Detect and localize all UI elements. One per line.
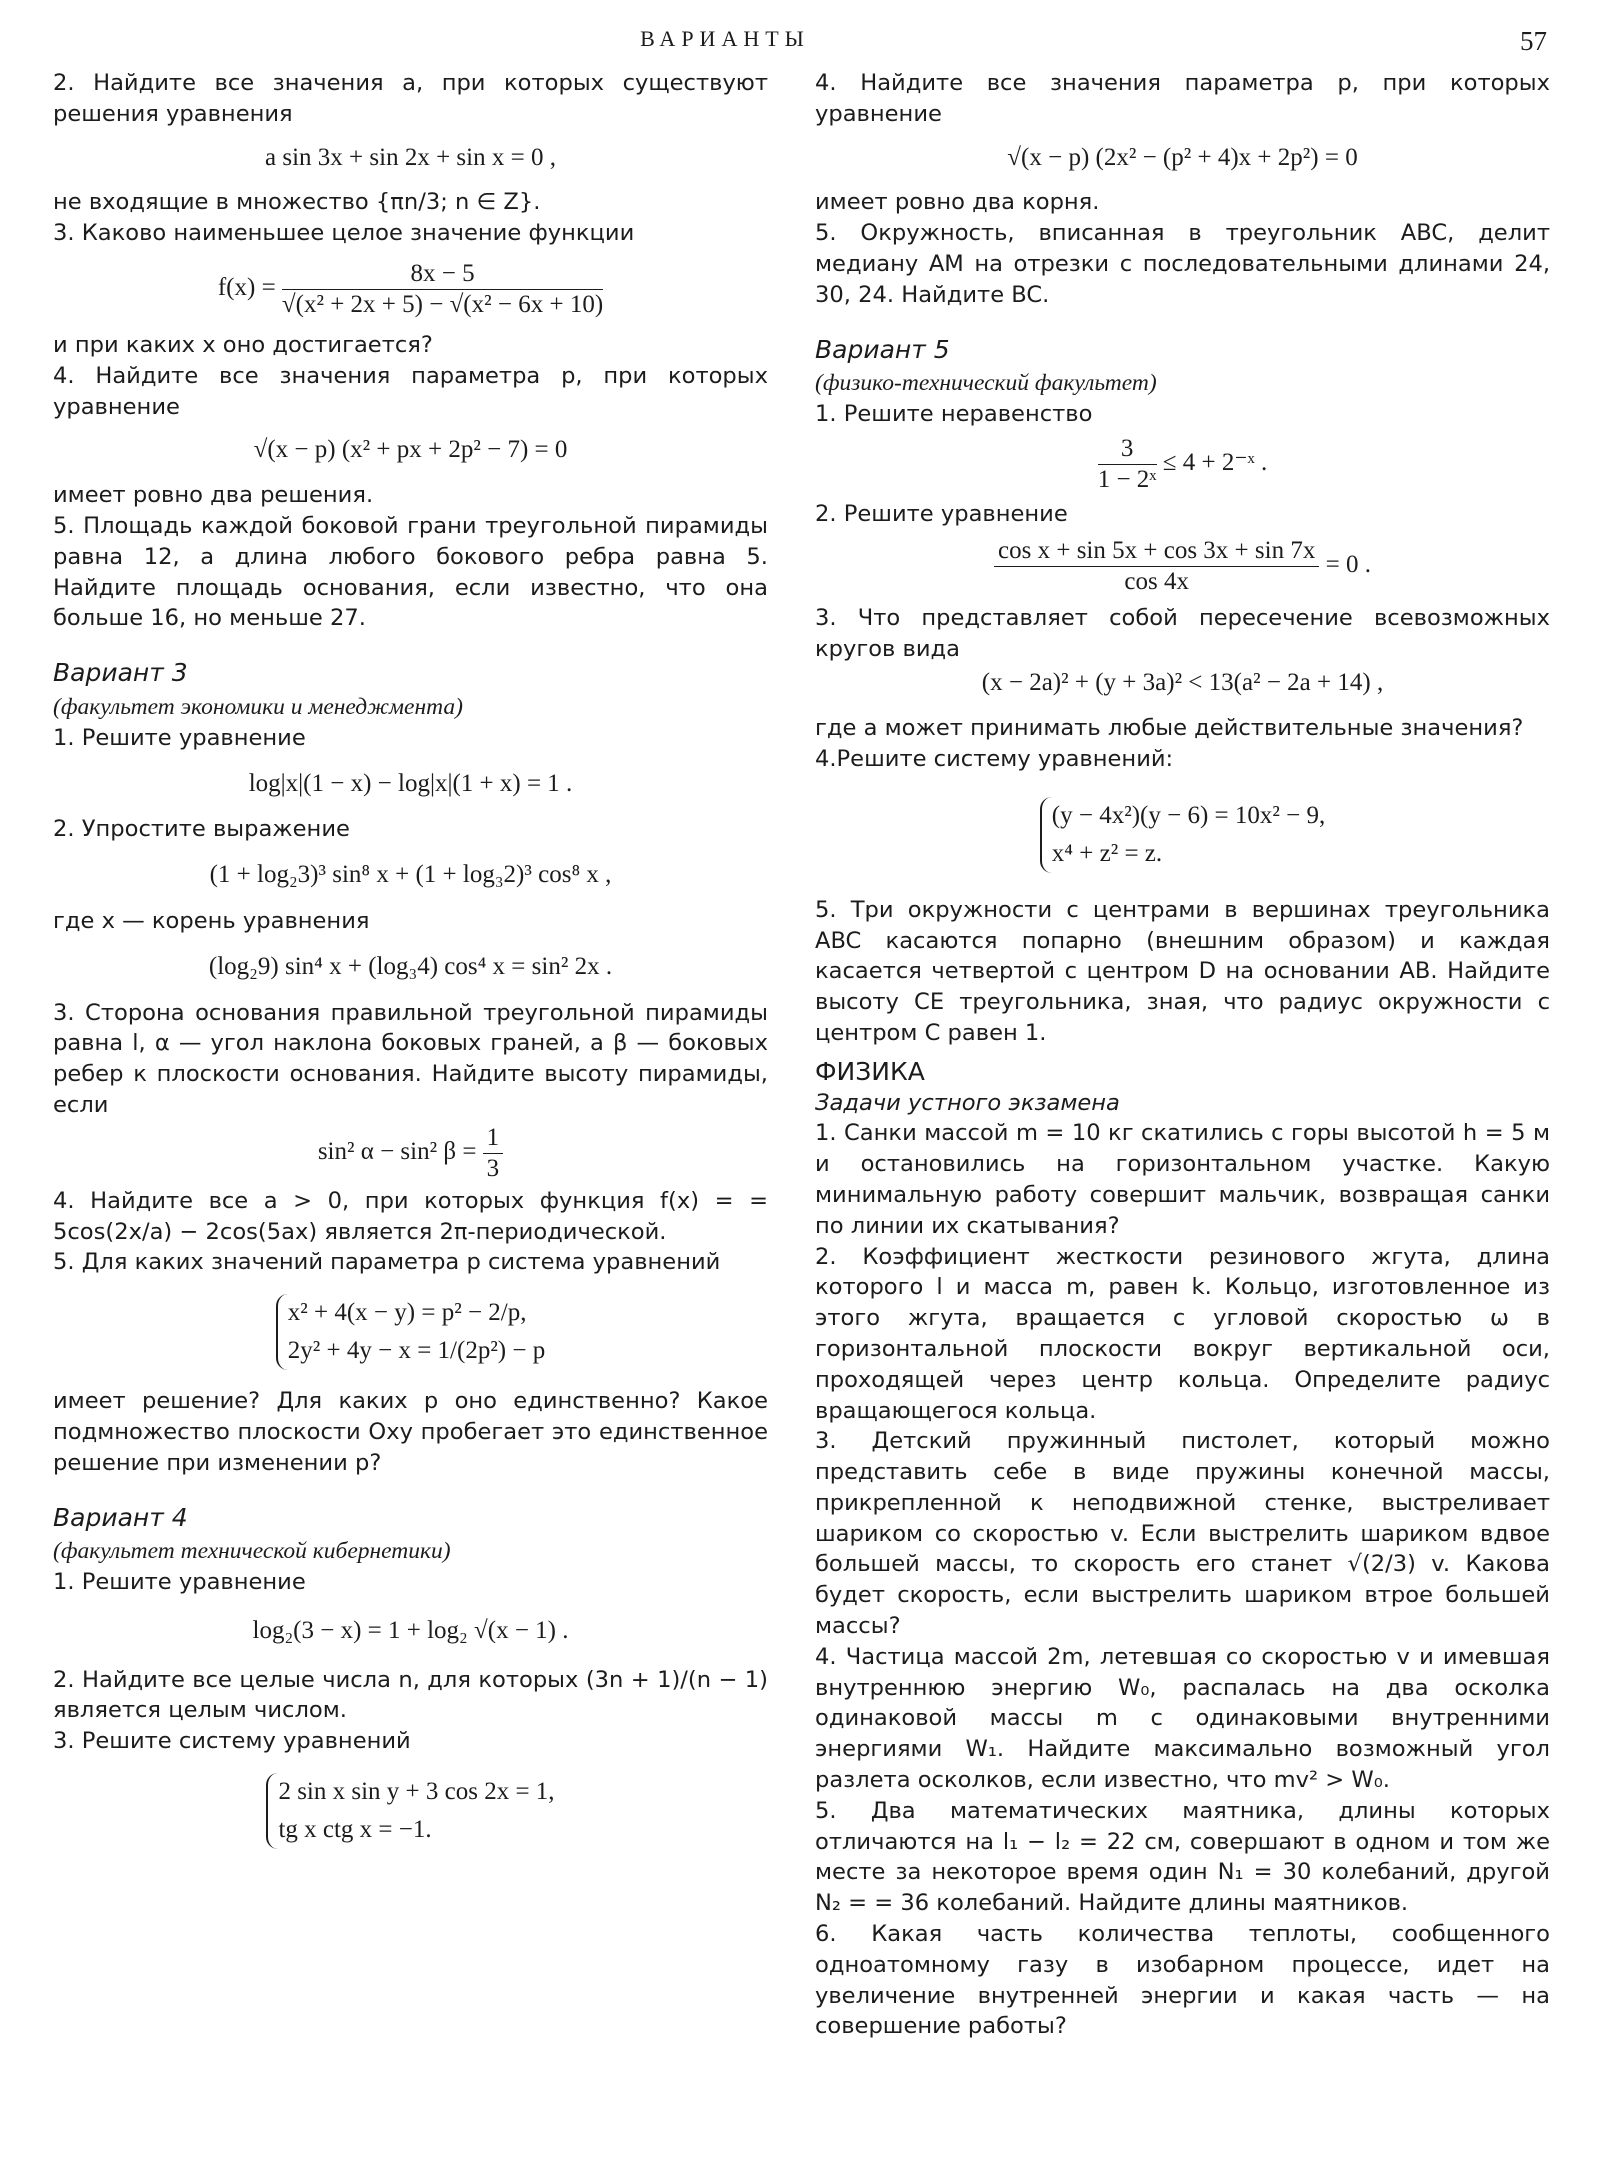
v4-problem-1-text: 1. Решите уравнение — [53, 1569, 306, 1596]
r-problem-4-formula: √(x − p) (2x² − (p² + 4)x + 2p²) = 0 — [1007, 143, 1358, 171]
v5-problem-2-numerator: cos x + sin 5x + cos 3x + sin 7x — [994, 536, 1319, 567]
v5-system-line-2: x⁴ + z² = z. — [1051, 839, 1163, 867]
problem-4-text: 4. Найдите все значения параметра p, при которых уравнение — [53, 362, 768, 420]
v5-problem-5-text: 5. Три окружности с центрами в вершинах треугольника ABC касаются попарно (внешним образом) и каждая касается четвертой с центром D на основании AB. Найдите высоту CE треугольника, зная, что радиус окружности с центром C равен 1. — [815, 896, 1550, 1046]
system-brace — [276, 1294, 545, 1370]
v3-problem-2-equation: (log₂9) sin⁴ x + (log₃4) cos⁴ x = sin² 2x . — [208, 952, 613, 980]
v5-problem-1-numerator: 3 — [1098, 434, 1157, 465]
v3-problem-4-text: 4. Найдите все a > 0, при которых функция f(x) = = 5cos(2x/a) − 2cos(5ax) является 2π-периодической. — [53, 1187, 768, 1245]
v5-problem-4-text: 4.Решите систему уравнений: — [815, 745, 1174, 772]
v3-system-line-2: 2y² + 4y − x = 1/(2p²) − p — [287, 1337, 546, 1365]
v5-problem-1-fraction — [1098, 434, 1157, 495]
v3-problem-3-fraction — [483, 1123, 504, 1184]
v5-problem-1-text: 1. Решите неравенство — [815, 401, 1093, 428]
v5-problem-2-rhs: = 0 . — [1325, 551, 1371, 578]
v5-problem-1-denominator: 1 − 2ˣ — [1097, 465, 1157, 493]
problem-4-formula: √(x − p) (x² + px + 2p² − 7) = 0 — [253, 436, 568, 464]
v5-problem-1-formula — [815, 434, 1550, 495]
v4-system-line-1: 2 sin x sin y + 3 cos 2x = 1, — [278, 1778, 555, 1806]
problem-3-numerator: 8x − 5 — [282, 259, 603, 290]
v5-problem-2-formula — [815, 536, 1550, 597]
v5-system-line-1: (y − 4x²)(y − 6) = 10x² − 9, — [1051, 801, 1326, 829]
running-header: ВАРИАНТЫ — [640, 26, 810, 51]
v3-problem-3-denominator: 3 — [486, 1154, 500, 1182]
v5-problem-3-text: 3. Что представляет собой пересечение всевозможных кругов вида — [815, 604, 1550, 662]
v3-problem-2-text: 2. Упростите выражение — [53, 816, 350, 843]
problem-3-lhs: f(x) = — [217, 274, 276, 302]
variant-5-heading: Вариант 5 — [815, 334, 950, 364]
physics-problem-1: 1. Санки массой m = 10 кг скатились с горы высотой h = 5 м и остановились на горизонтальном участке. Какую минимальную работу совершит мальчик, возвращая санки по линии их скатывания? — [815, 1120, 1550, 1239]
v3-problem-5-question: имеет решение? Для каких p оно единственно? Какое подмножество плоскости Oxy пробегает это единственное решение при изменении p? — [53, 1388, 768, 1476]
physics-problem-3: 3. Детский пружинный пистолет, который можно представить себе в виде пружины конечной массы, прикрепленной к неподвижной стенке, выстреливает шариком со скоростью v. Если выстрелить шариком вдвое большей массы, то скорость его станет √(2/3) v. Какова будет скорость, если выстрелить шариком втрое большей массы? — [815, 1428, 1550, 1640]
physics-problem-4: 4. Частица массой 2m, летевшая со скоростью v и имевшая внутреннюю энергию W₀, распалась на два осколка одинаковой массы m с одинаковыми внутренними энергиями W₁. Найдите максимально возможный угол разлета осколков, если известно, что mv² > W₀. — [815, 1643, 1550, 1794]
v5-problem-2-fraction — [994, 536, 1319, 597]
variant-4-faculty: (факультет технической кибернетики) — [53, 1538, 451, 1565]
problem-3-denominator: √(x² + 2x + 5) − √(x² − 6x + 10) — [281, 290, 604, 318]
physics-subheading: Задачи устного экзамена — [815, 1089, 1120, 1116]
v3-problem-1-formula: log|x|(1 − x) − log|x|(1 + x) = 1 . — [248, 769, 573, 797]
physics-problem-5: 5. Два математических маятника, длины которых отличаются на l₁ − l₂ = 22 см, совершают в одном и том же месте за некоторое время один N₁ = 30 колебаний, другой N₂ = = 36 колебаний. Найдите длины маятников. — [815, 1797, 1550, 1917]
v4-problem-3-system — [53, 1773, 768, 1849]
v5-problem-3-formula: (x − 2a)² + (y + 3a)² < 13(a² − 2a + 14) , — [981, 669, 1384, 697]
system-brace — [1040, 797, 1325, 873]
variant-3-heading: Вариант 3 — [53, 658, 188, 688]
physics-problem-2: 2. Коэффициент жесткости резинового жгута, длина которого l и масса m, равен k. Кольцо, изготовленное из этого жгута, вращается с угловой скоростью ω в горизонтальной плоскости вокруг вертикальной оси, проходящей через центр кольца. Определите радиус вращающегося кольца. — [815, 1243, 1550, 1424]
v4-system-line-2: tg x ctg x = −1. — [278, 1816, 432, 1844]
left-column — [53, 68, 768, 1849]
page-number: 57 — [1520, 26, 1547, 56]
r-problem-4-tail: имеет ровно два корня. — [815, 189, 1100, 216]
variant-4-heading: Вариант 4 — [53, 1502, 188, 1532]
system-brace — [266, 1773, 554, 1849]
v5-problem-4-system — [815, 797, 1550, 873]
v3-problem-1-text: 1. Решите уравнение — [53, 724, 306, 751]
v3-problem-5-system — [53, 1294, 768, 1370]
r-problem-4-text: 4. Найдите все значения параметра p, при которых уравнение — [815, 70, 1550, 127]
problem-4-tail: имеет ровно два решения. — [53, 482, 374, 509]
problem-5-text: 5. Площадь каждой боковой грани треугольной пирамиды равна 12, а длина любого бокового ребра равна 5. Найдите площадь основания, если известно, что она больше 16, но меньше 27. — [53, 512, 768, 632]
right-column — [815, 68, 1550, 2042]
v3-problem-3-lhs: sin² α − sin² β = — [317, 1137, 477, 1165]
v3-problem-2-condition: где x — корень уравнения — [53, 907, 370, 934]
v4-problem-1-formula: log₂(3 − x) = 1 + log₂ √(x − 1) . — [252, 1616, 569, 1644]
v3-problem-5-text: 5. Для каких значений параметра p система уравнений — [53, 1249, 721, 1276]
v4-problem-2-text: 2. Найдите все целые числа n, для которых (3n + 1)/(n − 1) является целым числом. — [53, 1666, 768, 1724]
v5-problem-2-text: 2. Решите уравнение — [815, 500, 1068, 527]
v3-system-line-1: x² + 4(x − y) = p² − 2/p, — [287, 1299, 527, 1327]
v3-problem-3-formula — [53, 1123, 768, 1184]
problem-3-text: 3. Каково наименьшее целое значение функции — [53, 220, 635, 247]
physics-heading: ФИЗИКА — [815, 1056, 925, 1086]
v5-problem-1-rhs: ≤ 4 + 2⁻ˣ . — [1162, 449, 1268, 477]
v3-problem-3-numerator: 1 — [483, 1123, 504, 1154]
physics-problem-6: 6. Какая часть количества теплоты, сообщенного одноатомному газу в изобарном процессе, идет на увеличение внутренней энергии и какая часть — на совершение работы? — [815, 1921, 1550, 2040]
problem-3-tail: и при каких x оно достигается? — [53, 331, 433, 358]
variant-5-faculty: (физико-технический факультет) — [815, 370, 1157, 397]
problem-2-tail: не входящие в множество {πn/3; n ∈ Z}. — [53, 189, 541, 216]
v3-problem-3-text: 3. Сторона основания правильной треугольной пирамиды равна l, α — угол наклона боковых граней, а β — боковых ребер к плоскости основания. Найдите высоту пирамиды, если — [53, 999, 768, 1118]
variant-3-faculty: (факультет экономики и менеджмента) — [53, 693, 463, 720]
v3-problem-2-formula: (1 + log₂3)³ sin⁸ x + (1 + log₃2)³ cos⁸ x , — [209, 861, 612, 889]
problem-3-formula — [53, 259, 768, 320]
problem-3-fraction — [282, 259, 603, 320]
problem-2-text: 2. Найдите все значения a, при которых существуют решения уравнения — [53, 70, 768, 127]
problem-2-formula: a sin 3x + sin 2x + sin x = 0 , — [265, 143, 556, 171]
v4-problem-3-text: 3. Решите систему уравнений — [53, 1728, 411, 1755]
v5-problem-2-denominator: cos 4x — [1124, 567, 1189, 595]
r-problem-5-text: 5. Окружность, вписанная в треугольник ABC, делит медиану AM на отрезки с последовательными длинами 24, 30, 24. Найдите BC. — [815, 220, 1550, 308]
v5-problem-3-condition: где a может принимать любые действительные значения? — [815, 715, 1524, 742]
